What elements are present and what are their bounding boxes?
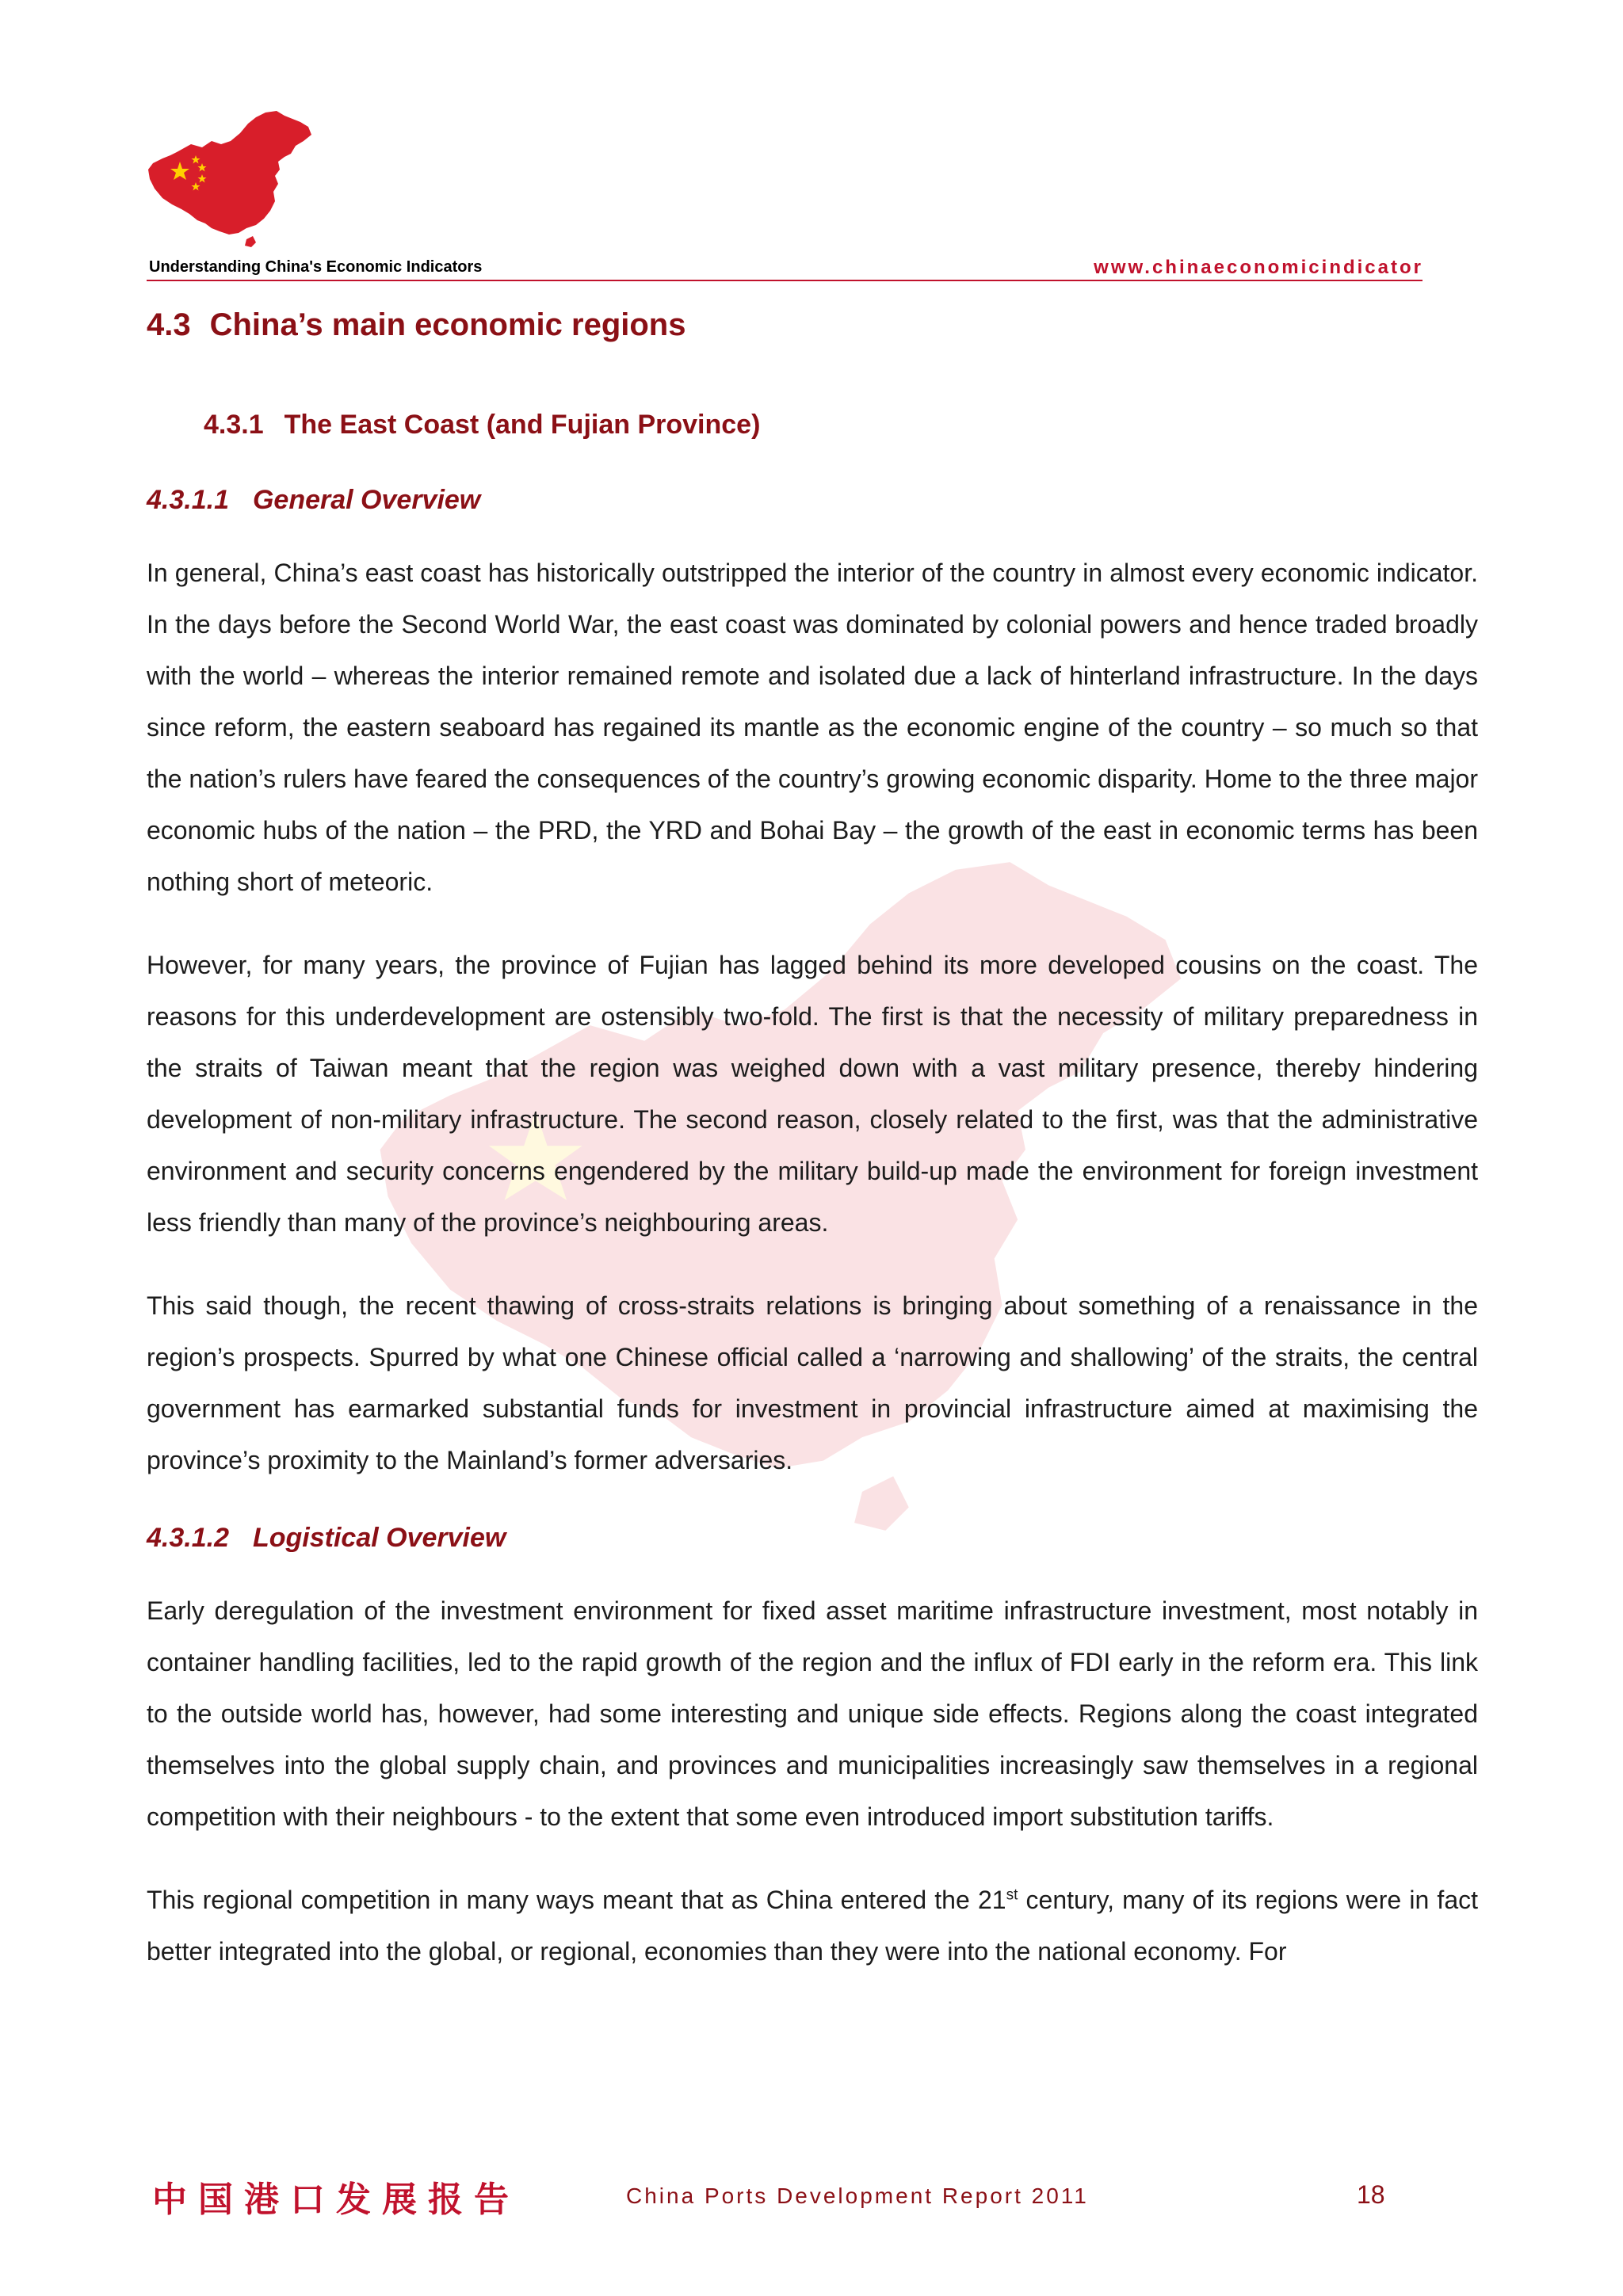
paragraph: In general, China’s east coast has historically outstripped the interior of the country in almost every economic indicator. In the days before the Second World War, the east coast was dominated by colonial powers and hence traded broadly with the world – whereas the interior remained remote and isolated due a lack of hinterland infrastructure. In the days since reform, the eastern seaboard has regained its mantle as the economic engine of the country – so much so that the nation’s rulers have feared the consequences of the country’s growing economic disparity. Home to the three major economic hubs of the nation – the PRD, the YRD and Bohai Bay – the growth of the east in economic terms has been nothing short of meteoric.	[147, 559, 1478, 896]
paragraph-text: This regional competition in many ways meant that as China entered the 21	[147, 1886, 1006, 1914]
ordinal-suffix: st	[1006, 1886, 1018, 1904]
paragraph: This said though, the recent thawing of cross-straits relations is bringing about something of a renaissance in the region’s prospects. Spurred by what one Chinese official called a ‘narrowing and shallowing’ of the straits, the central government has earmarked substantial funds for investment in provincial infrastructure aimed at maximising the province’s proximity to the Mainland’s former adversaries.	[147, 1291, 1478, 1474]
page-number: 18	[1357, 2180, 1385, 2209]
paragraph: Early deregulation of the investment environment for fixed asset maritime infrastructure investment, most notably in container handling facilities, led to the rapid growth of the region and the influx of FDI early in the reform era. This link to the outside world has, however, had some interesting and unique side effects. Regions along the coast integrated themselves into the global supply chain, and provinces and municipalities increasingly saw themselves in a regional competition with their neighbours - to the extent that some even introduced import substitution tariffs.	[147, 1596, 1478, 1831]
paragraph	[147, 1875, 1478, 1978]
header-divider	[147, 280, 1423, 281]
section-title: China’s main economic regions	[209, 307, 686, 342]
logistical-overview-number: 4.3.1.2	[147, 1523, 229, 1553]
general-overview-title: General Overview	[252, 485, 481, 515]
subsection-number: 4.3.1	[204, 410, 264, 440]
footer-report-title: China Ports Development Report 2011	[626, 2183, 1089, 2208]
general-overview-heading	[147, 485, 1478, 516]
header-tagline: Understanding China's Economic Indicators	[149, 258, 483, 276]
section-heading	[147, 301, 1478, 343]
logistical-overview-title: Logistical Overview	[252, 1523, 506, 1553]
page-content	[147, 301, 1478, 1978]
footer-chinese-title: 中国港口发展报告	[152, 2180, 520, 2220]
header-website-link[interactable]: www.chinaeconomicindicator	[1094, 257, 1423, 278]
paragraph: However, for many years, the province of Fujian has lagged behind its more developed cousins on the coast. The reasons for this underdevelopment are ostensibly two-fold. The first is that the necessity of military preparedness in the straits of Taiwan meant that the region was weighed down with a vast military presence, thereby hindering development of non-military infrastructure. The second reason, closely related to the first, was that the administrative environment and security concerns engendered by the military build-up made the environment for foreign investment less friendly than many of the province’s neighbouring areas.	[147, 951, 1478, 1237]
subsection-title: The East Coast (and Fujian Province)	[284, 410, 761, 440]
china-map-flag-logo-icon	[145, 109, 313, 249]
section-number: 4.3	[147, 307, 191, 342]
logistical-overview-heading	[147, 1523, 1478, 1554]
paragraph-text: century, many of its regions were in fact better integrated into the global, or regional, economies than they were into the national economy. For	[147, 1886, 1479, 1966]
general-overview-number: 4.3.1.1	[147, 485, 229, 515]
subsection-heading	[204, 410, 1478, 441]
